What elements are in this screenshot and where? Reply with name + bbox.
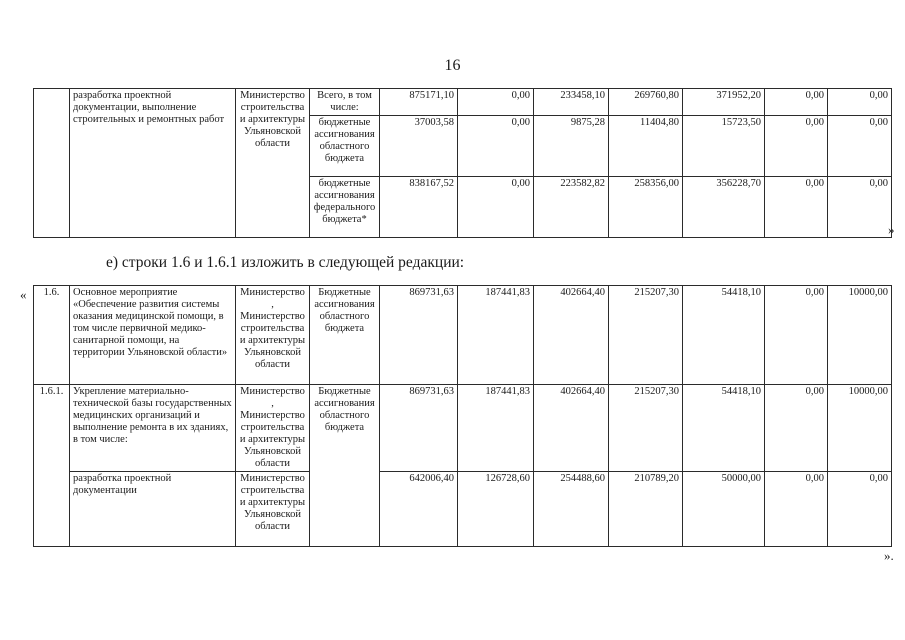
value-cell: 233458,10 — [534, 89, 609, 116]
value-cell: 0,00 — [458, 177, 534, 238]
value-cell: 356228,70 — [683, 177, 765, 238]
value-cell: 50000,00 — [683, 472, 765, 547]
description-cell: Укрепление материально-технической базы государственных медицинских организаций и выполнение ремонта в их зданиях, в том числе: — [70, 385, 236, 472]
value-cell: 187441,83 — [458, 286, 534, 385]
value-cell: 10000,00 — [828, 286, 892, 385]
source-cell: Бюджетные ассигнования областного бюджета — [310, 385, 380, 547]
executor-cell: Министерство строительства и архитектуры Ульяновской области — [236, 89, 310, 238]
value-cell: 0,00 — [828, 89, 892, 116]
value-cell: 0,00 — [765, 472, 828, 547]
value-cell: 254488,60 — [534, 472, 609, 547]
value-cell: 0,00 — [458, 116, 534, 177]
top-table — [33, 88, 892, 238]
value-cell: 0,00 — [828, 177, 892, 238]
value-cell: 402664,40 — [534, 286, 609, 385]
table-row — [34, 89, 892, 116]
source-cell: Бюджетные ассигнования областного бюджета — [310, 286, 380, 385]
value-cell: 0,00 — [828, 116, 892, 177]
page-number: 16 — [444, 57, 461, 74]
value-cell: 223582,82 — [534, 177, 609, 238]
value-cell: 371952,20 — [683, 89, 765, 116]
description-cell: разработка проектной документации — [70, 472, 236, 547]
value-cell: 54418,10 — [683, 385, 765, 472]
table-row — [34, 385, 892, 472]
value-cell: 269760,80 — [609, 89, 683, 116]
closing-quote: ». — [884, 548, 894, 563]
value-cell: 869731,63 — [380, 286, 458, 385]
description-cell: разработка проектной документации, выполнение строительных и ремонтных работ — [70, 89, 236, 238]
value-cell: 54418,10 — [683, 286, 765, 385]
value-cell: 215207,30 — [609, 385, 683, 472]
value-cell: 869731,63 — [380, 385, 458, 472]
value-cell: 0,00 — [765, 286, 828, 385]
value-cell: 0,00 — [765, 177, 828, 238]
table-row — [34, 472, 892, 547]
value-cell: 9875,28 — [534, 116, 609, 177]
bottom-table — [33, 285, 892, 547]
value-cell: 642006,40 — [380, 472, 458, 547]
value-cell: 0,00 — [765, 385, 828, 472]
value-cell: 0,00 — [458, 89, 534, 116]
value-cell: 37003,58 — [380, 116, 458, 177]
number-cell: 1.6. — [34, 286, 70, 385]
value-cell: 838167,52 — [380, 177, 458, 238]
value-cell: 126728,60 — [458, 472, 534, 547]
value-cell: 0,00 — [765, 116, 828, 177]
value-cell: 258356,00 — [609, 177, 683, 238]
executor-cell: Министерство, Министерство строительства и архитектуры Ульяновской области — [236, 385, 310, 472]
executor-cell: Министерство, Министерство строительства и архитектуры Ульяновской области — [236, 286, 310, 385]
value-cell: 0,00 — [765, 89, 828, 116]
source-cell: Всего, в том числе: — [310, 89, 380, 116]
value-cell: 15723,50 — [683, 116, 765, 177]
value-cell: 0,00 — [828, 472, 892, 547]
executor-cell: Министерство строительства и архитектуры Ульяновской области — [236, 472, 310, 547]
value-cell: 875171,10 — [380, 89, 458, 116]
number-cell: 1.6.1. — [34, 385, 70, 547]
value-cell: 10000,00 — [828, 385, 892, 472]
closing-quote: » — [888, 222, 895, 237]
source-cell: бюджетные ассигнования федерального бюджета* — [310, 177, 380, 238]
opening-quote: « — [20, 287, 27, 302]
number-cell — [34, 89, 70, 238]
value-cell: 402664,40 — [534, 385, 609, 472]
value-cell: 210789,20 — [609, 472, 683, 547]
value-cell: 215207,30 — [609, 286, 683, 385]
table-row — [34, 286, 892, 385]
source-cell: бюджетные ассигнования областного бюджета — [310, 116, 380, 177]
value-cell: 187441,83 — [458, 385, 534, 472]
value-cell: 11404,80 — [609, 116, 683, 177]
description-cell: Основное мероприятие «Обеспечение развития системы оказания медицинской помощи, в том числе первичной медико-санитарной помощи, на территории Ульяновской области» — [70, 286, 236, 385]
section-heading: е) строки 1.6 и 1.6.1 изложить в следующей редакции: — [106, 254, 465, 271]
